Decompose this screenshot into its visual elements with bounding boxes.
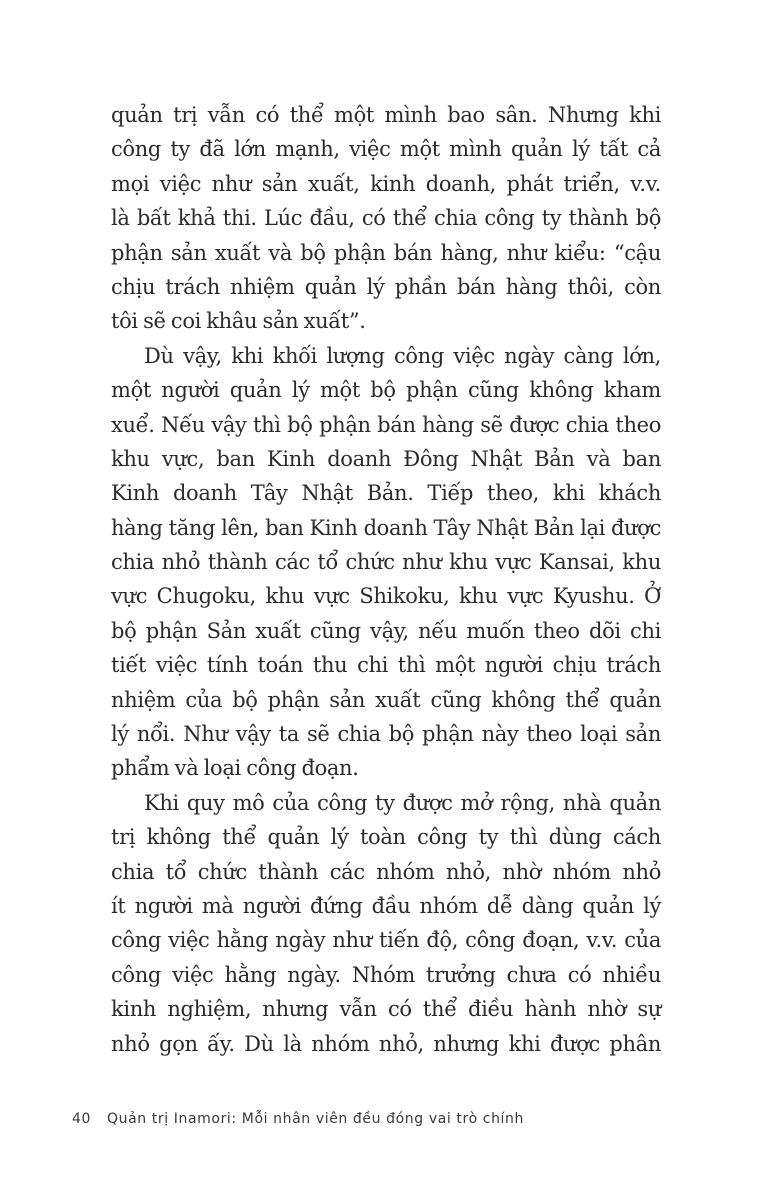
text-line: tiết việc tính toán thu chi thì một người chịu trách [111,653,661,678]
text-line: nhiệm của bộ phận sản xuất cũng không thể quản [111,687,661,712]
text-line: phẩm và loại công đoạn. [111,756,359,781]
text-line: trị không thể quản lý toàn công ty thì dùng cách [111,825,661,850]
text-line: tôi sẽ coi khâu sản xuất”. [111,309,366,334]
text-line: chia tổ chức thành các nhóm nhỏ, nhờ nhóm nhỏ [111,859,661,884]
text-line: nhỏ gọn ấy. Dù là nhóm nhỏ, nhưng khi được phân [111,1031,661,1056]
text-line: quản trị vẫn có thể một mình bao sân. Nhưng khi [111,103,661,127]
text-line: kinh nghiệm, nhưng vẫn có thể điều hành nhờ sự [111,997,661,1022]
text-line: Khi quy mô của công ty được mở rộng, nhà quản [144,790,661,815]
page-footer [72,1111,524,1127]
text-line: công việc hằng ngày như tiến độ, công đoạn, v.v. của [111,928,661,953]
running-title: Quản trị Inamori: Mỗi nhân viên đều đóng vai trò chính [107,1111,524,1127]
paragraph [111,786,661,1061]
paragraph [111,339,661,786]
page-number: 40 [72,1111,92,1127]
text-line: xuể. Nếu vậy thì bộ phận bán hàng sẽ được chia theo [111,412,661,437]
text-line: ít người mà người đứng đầu nhóm dễ dàng quản lý [111,893,661,918]
text-line: công ty đã lớn mạnh, việc một mình quản lý tất cả [111,137,661,162]
body-text [111,98,661,1061]
text-line: mọi việc như sản xuất, kinh doanh, phát triển, v.v. [111,171,661,196]
text-line: lý nổi. Như vậy ta sẽ chia bộ phận này theo loại sản [111,722,661,747]
text-line: Kinh doanh Tây Nhật Bản. Tiếp theo, khi khách [111,481,661,506]
text-line: một người quản lý một bộ phận cũng không kham [111,378,661,403]
text-line: bộ phận Sản xuất cũng vậy, nếu muốn theo dõi chi [111,618,661,643]
text-line: chia nhỏ thành các tổ chức như khu vực Kansai, khu [111,550,661,575]
text-line: là bất khả thi. Lúc đầu, có thể chia công ty thành bộ [111,206,661,231]
paragraph [111,98,661,339]
text-line: khu vực, ban Kinh doanh Đông Nhật Bản và ban [111,446,661,471]
text-line: chịu trách nhiệm quản lý phần bán hàng thôi, còn [111,274,661,299]
text-line: hàng tăng lên, ban Kinh doanh Tây Nhật Bản lại được [111,515,661,540]
text-line: công việc hằng ngày. Nhóm trưởng chưa có nhiều [111,962,661,987]
text-line: vực Chugoku, khu vực Shikoku, khu vực Kyushu. Ở [111,584,661,609]
text-line: Dù vậy, khi khối lượng công việc ngày càng lớn, [144,343,661,368]
text-line: phận sản xuất và bộ phận bán hàng, như kiểu: “cậu [111,240,661,265]
